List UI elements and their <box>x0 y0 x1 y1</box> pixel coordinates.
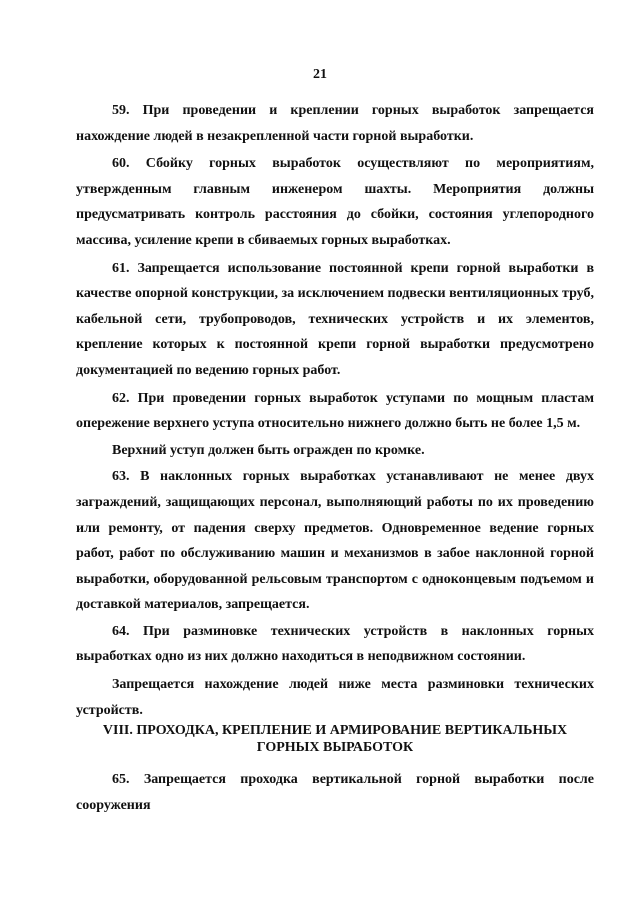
paragraph-65: 65. Запрещается проходка вертикальной горной выработки после сооружения <box>76 772 594 813</box>
paragraph-59: 59. При проведении и креплении горных выработок запрещается нахождение людей в незакрепленной части горной выработки. <box>76 103 594 144</box>
paragraph-64-note: Запрещается нахождение людей ниже места разминовки технических устройств. <box>76 677 594 718</box>
paragraph-63: 63. В наклонных горных выработках устанавливают не менее двух заграждений, защищающих персонал, выполняющий работы по их проведению или ремонту, от падения сверху предметов. Одновременное ведение горных работ, работ по обслуживанию машин и механизмов в забое наклонной горной выработки, оборудованной рельсовым транспортом с одноконцевым подъемом и доставкой материалов, запрещается. <box>76 469 594 613</box>
page-number: 21 <box>313 67 327 82</box>
paragraph-61: 61. Запрещается использование постоянной крепи горной выработки в качестве опорной конструкции, за исключением подвески вентиляционных труб, кабельной сети, трубопроводов, технических устройств и их элементов, крепление которых к постоянной крепи горной выработки предусмотрено документацией по ведению горных работ. <box>76 260 594 378</box>
paragraph-62-note: Верхний уступ должен быть огражден по кромке. <box>112 442 425 458</box>
body-text-lower <box>76 767 594 818</box>
paragraph-62: 62. При проведении горных выработок уступами по мощным пластам опережение верхнего уступа относительно нижнего должно быть не более 1,5 м. <box>76 390 594 432</box>
section-heading: VIII. ПРОХОДКА, КРЕПЛЕНИЕ И АРМИРОВАНИЕ ВЕРТИКАЛЬНЫХ ГОРНЫХ ВЫРАБОТОК <box>102 723 568 755</box>
body-text-upper <box>76 98 594 723</box>
paragraph-64: 64. При разминовке технических устройств в наклонных горных выработках одно из них должно находиться в неподвижном состоянии. <box>76 623 594 665</box>
paragraph-60: 60. Сбойку горных выработок осуществляют по мероприятиям, утвержденным главным инженером шахты. Мероприятия должны предусматривать контроль расстояния до сбойки, состояния углепородного массива, усиление крепи в сбиваемых горных выработках. <box>76 156 594 248</box>
